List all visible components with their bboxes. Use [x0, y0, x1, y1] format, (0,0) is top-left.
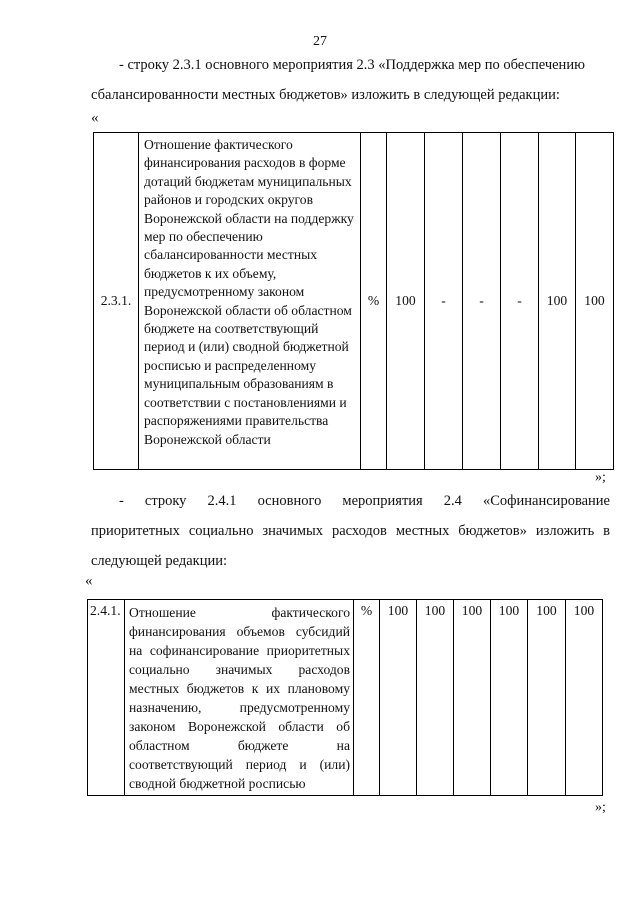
paragraph-line: сбалансированности местных бюджетов» изложить в следующей редакции: — [91, 87, 560, 103]
description-line: законом Воронежской области об — [129, 719, 350, 734]
closing-quote: »; — [595, 800, 606, 815]
indicator-table-2-4-1 — [87, 599, 603, 796]
paragraph-row-2-3-1 — [91, 50, 610, 110]
paragraph-row-2-4-1 — [91, 486, 610, 576]
value-cell: 100 — [417, 600, 454, 796]
value-cell: - — [425, 133, 463, 470]
description-line: сводной бюджетной росписью — [129, 776, 306, 791]
paragraph-line: приоритетных социально значимых расходов местных бюджетов» изложить в — [91, 523, 610, 539]
paragraph-line: следующей редакции: — [91, 553, 228, 569]
value-cell: - — [463, 133, 501, 470]
table-row — [94, 133, 614, 470]
unit-cell: % — [354, 600, 380, 796]
value-cell: - — [501, 133, 539, 470]
value-cell: 100 — [566, 600, 603, 796]
description-line: на софинансирование приоритетных — [129, 643, 350, 658]
opening-quote: « — [85, 573, 93, 589]
description-line: социально значимых расходов — [129, 662, 350, 677]
value-cell: 100 — [380, 600, 417, 796]
description-line: местных бюджетов к их плановому — [129, 681, 350, 696]
description-line: областном бюджете на — [129, 738, 350, 753]
value-cell: 100 — [576, 133, 614, 470]
page-number: 27 — [313, 34, 327, 49]
value-cell: 100 — [387, 133, 425, 470]
unit-cell: % — [361, 133, 387, 470]
table-row — [88, 600, 603, 796]
description-line: Отношение фактического — [129, 605, 350, 620]
row-description-cell: Отношение фактического финансирования расходов в форме дотаций бюджетам муниципальных районов и городских округов Воронежской области на поддержку мер по обеспечению сбалансированности местных бюджетов к их объему, предусмотренному законом Воронежской области об областном бюджете на соответствующий период и (или) сводной бюджетной росписью и распределенному муниципальным образованиям в соответствии с постановлениями и распоряжениями правительства Воронежской области — [139, 133, 361, 470]
opening-quote: « — [91, 110, 99, 126]
row-number-cell: 2.3.1. — [94, 133, 139, 470]
value-cell: 100 — [528, 600, 566, 796]
row-description-cell — [125, 600, 354, 796]
description-line: назначению, предусмотренному — [129, 700, 350, 715]
value-cell: 100 — [539, 133, 576, 470]
closing-quote: »; — [595, 470, 606, 485]
paragraph-line: - строку 2.4.1 основного мероприятия 2.4 «Софинансирование — [119, 493, 610, 509]
description-line: соответствующий период и (или) — [129, 757, 350, 772]
value-cell: 100 — [454, 600, 491, 796]
row-number-cell: 2.4.1. — [88, 600, 125, 796]
description-line: финансирования объемов субсидий — [129, 624, 350, 639]
indicator-table-2-3-1 — [93, 132, 614, 470]
value-cell: 100 — [491, 600, 528, 796]
paragraph-line: - строку 2.3.1 основного мероприятия 2.3 «Поддержка мер по обеспечению — [119, 57, 585, 73]
